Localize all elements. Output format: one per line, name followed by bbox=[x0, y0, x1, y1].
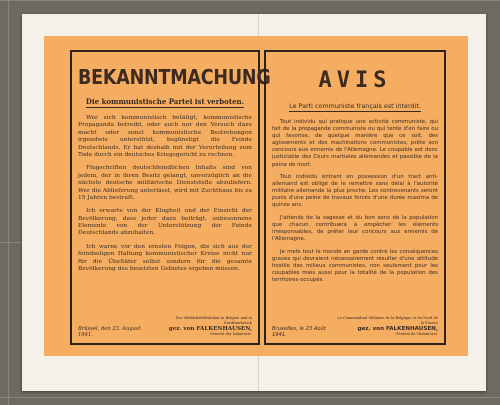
french-signature bbox=[334, 316, 438, 338]
german-paragraph: Flugschriften deutschfeindlichen Inhalts sind von jedem, der in ihren Besitz gelangt, unverzüglich an die nächste deutsche militärische Dienststelle abzuliefern. Wer die Ablieferung unterlässt, wird mit Zuchthaus bis zu 15 Jahren bestraft. bbox=[78, 165, 252, 201]
french-sig-rank: Général de l'Infanterie. bbox=[395, 332, 438, 337]
french-sig-role: Le Commandant Militaire de la Belgique et du Nord de la France bbox=[337, 315, 438, 326]
floor-tile-line bbox=[0, 0, 500, 1]
german-place-date: Brüssel, den 23. August 1941. bbox=[78, 326, 141, 338]
french-place-date: Bruxelles, le 23 Août 1941. bbox=[272, 326, 326, 338]
floor-tile-line bbox=[8, 0, 9, 405]
german-paragraph: Ich erwarte von der Klugheit und der Einsicht der Bevölkerung, dass jeder dazu beiträgt, unbesonnene Elemente von der Unterstützung der Feinde Deutschlands abzuhalten. bbox=[78, 208, 252, 237]
german-sig-rank: General der Infanterie. bbox=[209, 332, 252, 337]
german-footer bbox=[78, 316, 252, 338]
floor-tile-line bbox=[0, 397, 500, 398]
german-notice-panel bbox=[70, 50, 271, 345]
german-subtitle: Die kommunistische Partei ist verboten. bbox=[85, 97, 245, 106]
french-paragraph: J'attends de la sagesse et du bon sens de la population que chacun contribuera à empêcher les éléments irresponsables, de prêter leur concours aux ennemis de l'Allemagne. bbox=[272, 214, 438, 243]
french-notice-panel bbox=[264, 50, 446, 345]
german-sig-name: gez. von FALKENHAUSEN, bbox=[168, 325, 252, 332]
german-paragraph: Ich warne vor den ernsten Folgen, die sich aus der feindseligen Haltung kommunistischer Kreise nicht nur für die Übeltäter selbst sondern für die gesamte Bevölkerung des besetzten Gebietes ergeben müssen. bbox=[78, 243, 252, 272]
french-paragraph: Tout individu qui pratique une activité communiste, qui fait de la propagande communiste ou qui tente d'en faire ou qui favorise, de quelque manière que ce soit, des agissements et des machinations communistes, prête son concours aux ennemis de l'Allemagne. Le coupable est donc justiciable des Cours martiales allemandes et passible de la peine de mort. bbox=[272, 119, 438, 168]
french-paragraph: Je mets tout le monde en garde contre les conséquences graves qui devraient nécessairement résulter d'une attitude hostile des milieux communistes, non seulement pour les coupables mais aussi pour la totalité de la population des territoires occupés. bbox=[272, 248, 438, 284]
french-footer bbox=[272, 316, 438, 338]
french-title: AVIS bbox=[318, 68, 392, 93]
floor-tile-line bbox=[0, 242, 22, 243]
german-sig-role: Der Militärbefehlshaber in Belgien und in Nordfrankreich bbox=[175, 315, 252, 326]
french-paragraph: Tout individu entrant en possession d'un tract anti-allemand est obligé de le remettre sans délai à l'autorité militaire allemande la plus proche. Les contrevenants seront punis d'une peine de travaux forcés d'une durée maxima de quinze ans. bbox=[272, 174, 438, 209]
german-signature bbox=[153, 316, 252, 338]
german-title: BEKANNTMACHUNG bbox=[78, 66, 271, 90]
french-sig-name: gez. von FALKENHAUSEN, bbox=[357, 325, 438, 332]
french-subtitle: Le Parti communiste français est interdit. bbox=[289, 102, 421, 110]
german-paragraph: Wer sich kommunistisch betätigt, kommunistische Propaganda betreibt, oder auch nur den Versuch dazu macht oder sonst kommunistische Bestrebungen irgendwie unterstützt, begünstigt die Feinde Deutschlands. Er hat deshalb mit der Verurteilung zum Tode durch ein deutsches Kriegsgericht zu rechnen. bbox=[78, 115, 252, 159]
